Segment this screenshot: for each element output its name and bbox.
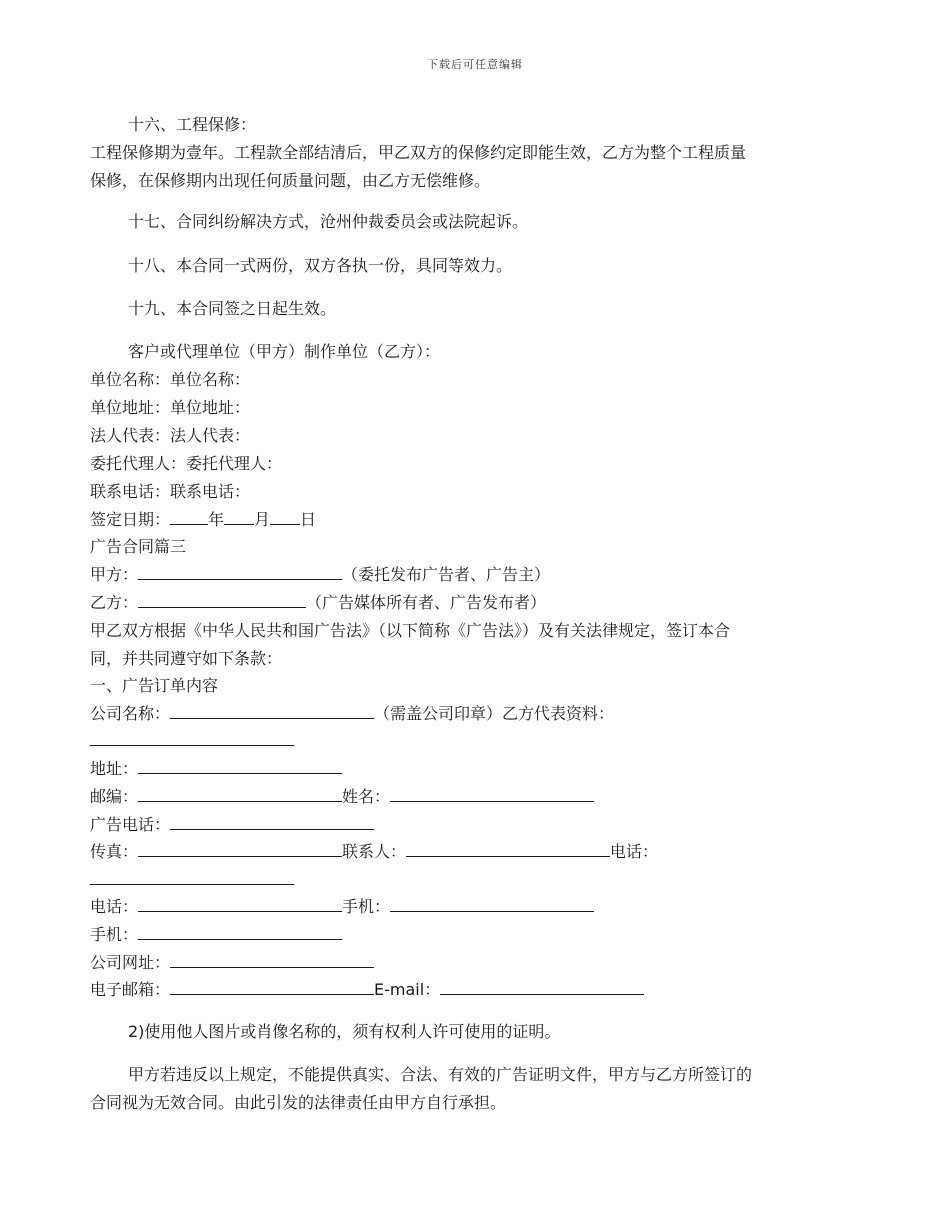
party-a-row xyxy=(90,565,550,585)
breach-line-2: 合同视为无效合同。由此引发的法律责任由甲方自行承担。 xyxy=(90,1093,507,1112)
signature-heading: 客户或代理单位（甲方）制作单位（乙方）： xyxy=(128,342,441,361)
contact-blank[interactable] xyxy=(406,842,610,857)
year-blank[interactable] xyxy=(170,510,208,525)
company-name-row xyxy=(90,704,614,724)
company-name-label: 公司名称： xyxy=(90,704,171,723)
section-17: 十七、合同纠纷解决方式，沧州仲裁委员会或法院起诉。 xyxy=(128,212,529,231)
name-blank[interactable] xyxy=(390,787,594,802)
email-row xyxy=(90,980,644,1000)
ad-phone-label: 广告电话： xyxy=(90,815,171,834)
unit-address-row: 单位地址：单位地址： xyxy=(90,398,251,417)
party-b-blank[interactable] xyxy=(138,593,306,608)
mobile-blank[interactable] xyxy=(390,897,594,912)
clause-2: 2)使用他人图片或肖像名称的，须有权利人许可使用的证明。 xyxy=(128,1022,561,1041)
party-a-label: 甲方： xyxy=(90,565,139,584)
postcode-label: 邮编： xyxy=(90,787,139,806)
tel2-row xyxy=(90,897,594,917)
company-name-note: （需盖公司印章）乙方代表资料： xyxy=(374,704,615,723)
mobile2-label: 手机： xyxy=(90,925,139,944)
day-label: 日 xyxy=(300,510,317,529)
fax-label: 传真： xyxy=(90,842,139,861)
email-blank[interactable] xyxy=(170,980,374,995)
ad-phone-row xyxy=(90,815,374,835)
contact-label: 联系人： xyxy=(342,842,407,861)
address-label: 地址： xyxy=(90,759,139,778)
postcode-row xyxy=(90,787,594,807)
breach-line-1: 甲方若违反以上规定，不能提供真实、合法、有效的广告证明文件，甲方与乙方所签订的 xyxy=(128,1065,753,1084)
month-blank[interactable] xyxy=(224,510,254,525)
contract-3-title: 广告合同篇三 xyxy=(90,537,187,556)
section-16-body-line-2: 保修，在保修期内出现任何质量问题，由乙方无偿维修。 xyxy=(90,171,491,190)
mobile-label: 手机： xyxy=(342,897,391,916)
website-blank[interactable] xyxy=(170,953,374,968)
name-label: 姓名： xyxy=(342,787,391,806)
section-19: 十九、本合同签之日起生效。 xyxy=(128,299,337,318)
page-header: 下载后可任意编辑 xyxy=(427,58,523,71)
mobile2-row xyxy=(90,925,342,945)
year-label: 年 xyxy=(208,510,225,529)
section-18: 十八、本合同一式两份，双方各执一份，具同等效力。 xyxy=(128,256,513,275)
mobile2-blank[interactable] xyxy=(138,925,342,940)
section-16-body-line-1: 工程保修期为壹年。工程款全部结清后，甲乙双方的保修约定即能生效，乙方为整个工程质量 xyxy=(90,143,747,162)
tel-continuation-blank[interactable] xyxy=(90,884,294,885)
party-b-note: （广告媒体所有者、广告发布者） xyxy=(306,593,547,612)
intro-line-1: 甲乙双方根据《中华人民共和国广告法》（以下简称《广告法》）及有关法律规定，签订本合 xyxy=(90,621,731,640)
fax-row xyxy=(90,842,658,862)
postcode-blank[interactable] xyxy=(138,787,342,802)
agent-row: 委托代理人：委托代理人： xyxy=(90,454,283,473)
intro-line-2: 同，并共同遵守如下条款： xyxy=(90,649,283,668)
fax-blank[interactable] xyxy=(138,842,342,857)
email-label: 电子邮箱： xyxy=(90,980,171,999)
address-row xyxy=(90,759,342,779)
month-label: 月 xyxy=(254,510,271,529)
address-blank[interactable] xyxy=(138,759,342,774)
day-blank[interactable] xyxy=(270,510,300,525)
email-en-blank[interactable] xyxy=(440,980,644,995)
company-name-blank[interactable] xyxy=(170,704,374,719)
website-label: 公司网址： xyxy=(90,953,171,972)
ad-phone-blank[interactable] xyxy=(170,815,374,830)
phone-row: 联系电话：联系电话： xyxy=(90,482,251,501)
tel2-blank[interactable] xyxy=(138,897,342,912)
email-en-label: E-mail： xyxy=(374,980,441,999)
section-1-title: 一、广告订单内容 xyxy=(90,676,219,695)
party-b-label: 乙方： xyxy=(90,593,139,612)
company-name-continuation-blank[interactable] xyxy=(90,745,294,746)
sign-date-label: 签定日期： xyxy=(90,510,171,529)
party-a-note: （委托发布广告者、广告主） xyxy=(342,565,551,584)
tel-label: 电话： xyxy=(610,842,659,861)
website-row xyxy=(90,953,374,973)
sign-date-row xyxy=(90,510,316,530)
party-b-row xyxy=(90,593,546,613)
unit-name-row: 单位名称：单位名称： xyxy=(90,370,251,389)
legal-rep-row: 法人代表：法人代表： xyxy=(90,426,251,445)
party-a-blank[interactable] xyxy=(138,565,342,580)
section-16-title: 十六、工程保修： xyxy=(128,115,257,134)
tel2-label: 电话： xyxy=(90,897,139,916)
